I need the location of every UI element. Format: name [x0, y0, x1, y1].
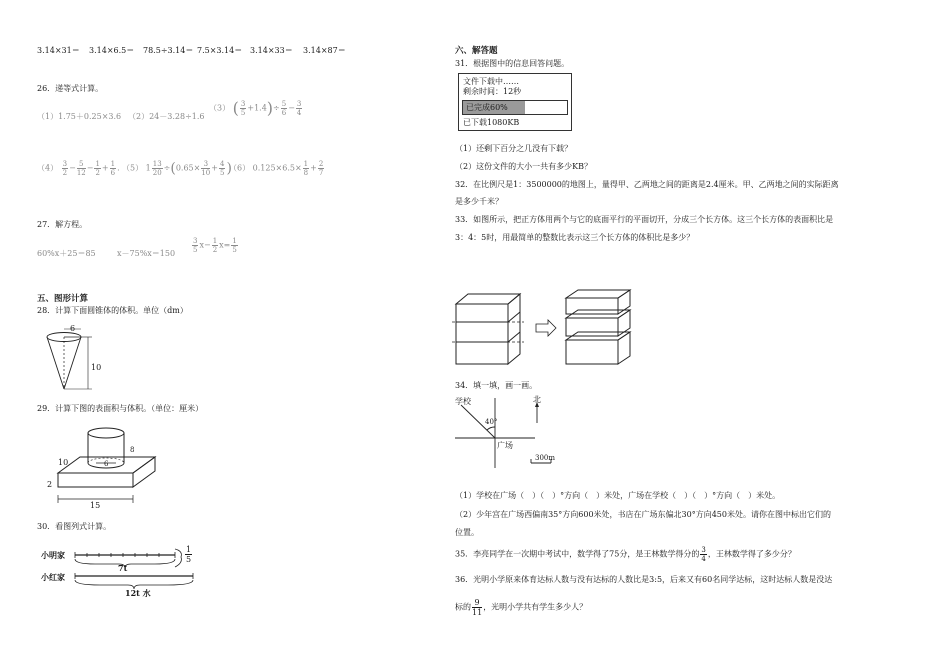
q26-part5-label: （5） [122, 163, 144, 173]
north-label: 北 [533, 395, 541, 404]
cuboid-cylinder-figure [55, 425, 165, 515]
q35-text-b: ，王林数学得了多少分？ [707, 549, 796, 559]
calc-item-3: 78.5÷3.14＝ [143, 46, 194, 55]
cone-diameter-label: 6 [70, 324, 76, 333]
school-label: 学校 [455, 397, 471, 406]
q36-line2-b: ，光明小学共有学生多少人？ [483, 602, 588, 612]
q36-line2: 标的 $\frac{9}{11}$ ，光明小学共有学生多少人？ [455, 598, 588, 617]
q27-eq1: 60%x＋25＝85 [37, 249, 96, 258]
square-label: 广场 [497, 441, 513, 450]
q26-part3: （3） ( $\frac{3}{5}$ +1.4)÷ $\frac{5}{6}$ − $\frac{3}{4}$ [209, 98, 302, 118]
section-5-heading: 五、图形计算 [37, 294, 89, 304]
segment-bottom-label: 12t 水 [125, 588, 151, 598]
cuboid-length-label: 15 [90, 501, 101, 510]
q28-title: 28．计算下面圆锥体的体积。单位（dm） [37, 306, 188, 315]
q33-line2: 3：4：5时，用最简单的整数比表示这三个长方体的体积比是多少？ [455, 233, 695, 242]
q26-part4: （4） $\frac{3}{2}$ − $\frac{5}{12}$ − $\frac{1}{2}$ + $\frac{1}{6}$ . [37, 160, 120, 177]
q34-sub1: （1）学校在广场（ ）（ ）°方向（ ）米处，广场在学校（ ）（ ）°方向（ ）米处。 [455, 491, 781, 500]
calc-item-1: 3.14×31＝ [37, 46, 80, 55]
cylinder-height-label: 8 [130, 446, 135, 454]
q32-line1: 32．在比例尺是1：3500000的地图上，量得甲、乙两地之间的距离是2.4厘米。甲、乙两地之间的实际距离 [455, 180, 839, 189]
section-6-heading: 六、解答题 [455, 46, 498, 56]
downloaded-amount: 已下载1080KB [463, 118, 520, 127]
download-progress-bar [462, 100, 568, 115]
cube-cut-figure [452, 288, 642, 368]
q34-sub2: （2）少年宫在广场西偏南35°方向600米处，书店在广场东偏北30°方向450米处。请你在图中标出它们的 [455, 510, 831, 519]
q31-sub1: （1）还剩下百分之几没有下载？ [455, 144, 573, 153]
segment-fraction: $\frac{1}{5}$ [186, 545, 192, 564]
q27-eq3: $\frac{3}{5}$ x− $\frac{1}{2}$ x= $\frac{1}{5}$ [193, 237, 237, 254]
scale-label: 300m [535, 454, 555, 462]
q26-title: 26．递等式计算。 [37, 84, 104, 93]
xiaoming-home-label: 小明家 [41, 550, 65, 560]
q34-sub2-cont: 位置。 [455, 528, 479, 537]
calc-item-5: 3.14×33＝ [250, 46, 293, 55]
q30-title: 30．看图列式计算。 [37, 522, 112, 531]
q26-part6: （6） 0.125×6.5× $\frac{1}{8}$ + $\frac{2}{7}$ [229, 160, 324, 177]
cone-figure [40, 325, 110, 395]
download-progress-label: 已完成60% [466, 103, 508, 112]
q31-title: 31．根据图中的信息回答问题。 [455, 59, 570, 68]
download-remaining-time: 剩余时间：12秒 [463, 87, 522, 96]
q36-line1: 36．光明小学原来体育达标人数与没有达标的人数比是3:5，后来又有60名同学达标，这时达标人数是没达 [455, 575, 833, 584]
calc-item-6: 3.14×87＝ [303, 46, 346, 55]
xiaohong-home-label: 小红家 [41, 572, 65, 582]
calc-item-2: 3.14×6.5＝ [89, 46, 135, 55]
q33-line1: 33．如图所示，把正方体用两个与它的底面平行的平面切开，分成三个长方体。这三个长方体的表面积比是 [455, 215, 834, 224]
angle-label: 40° [485, 418, 498, 426]
q26-part4-label: （4） [37, 163, 59, 173]
cone-height-label: 10 [91, 363, 102, 372]
q26-part6-label: （6） [229, 163, 251, 173]
q26-part5: （5） 1 $\frac{13}{20}$ ÷(0.65× $\frac{3}{10}$ + $\frac{4}{5}$ ) [122, 160, 232, 177]
download-panel [458, 73, 572, 131]
q32-line2: 是多少千米？ [455, 197, 503, 206]
download-status-text: 文件下载中…… [463, 77, 519, 86]
q35-text: 35．李亮同学在一次期中考试中，数学得了75分，是王林数学得分的 $\frac{3}{4}$ ，王林数学得了多少分？ [455, 546, 796, 563]
q27-eq2: x－75%x＝150 [117, 249, 176, 258]
q29-title: 29．计算下图的表面积与体积。（单位：厘米） [37, 404, 204, 413]
q26-part1: （1）1.75＋0.25×3.6 [37, 112, 122, 121]
q26-part3-label: （3） [209, 103, 231, 113]
calc-item-4: 7.5×3.14＝ [197, 46, 243, 55]
q26-part2: （2）24－3.28÷1.6 [128, 112, 205, 121]
q34-title: 34．填一填，画一画。 [455, 381, 538, 390]
q35-text-a: 35．李亮同学在一次期中考试中，数学得了75分，是王林数学得分的 [455, 549, 700, 559]
q36-line2-a: 标的 [455, 602, 471, 612]
q27-title: 27．解方程。 [37, 220, 88, 229]
cuboid-height-label: 2 [47, 480, 53, 489]
q31-sub2: （2）这份文件的大小一共有多少KB？ [455, 162, 592, 171]
segment-mid-label: 7t [118, 563, 128, 573]
cylinder-diameter-label: 6 [104, 460, 109, 468]
cuboid-width-label: 10 [58, 458, 69, 467]
